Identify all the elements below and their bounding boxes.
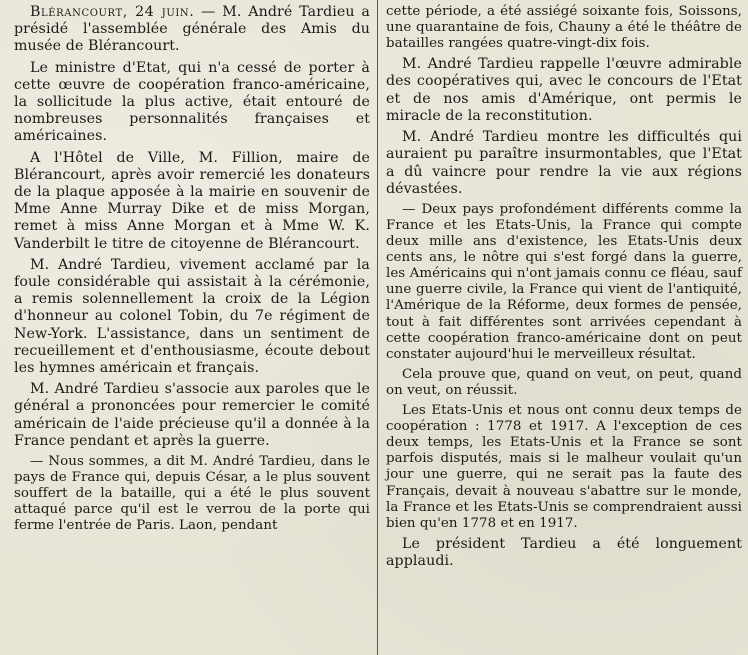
quote-paragraph: Cela prouve que, quand on veut, on peut, quand on veut, on réussit. bbox=[386, 366, 742, 398]
left-column bbox=[14, 4, 370, 539]
column-divider bbox=[377, 0, 378, 655]
paragraph: M. André Tardieu, vivement acclamé par la foule considérable qui assistait à la cérémonie, a remis solennellement la croix de la Légion d'honneur au colonel Tobin, du 7e régiment de New-York. L'assistance, dans un sentiment de recueillement et d'enthousiasme, écoute debout les hymnes américain et français. bbox=[14, 256, 370, 377]
paragraph: Le ministre d'Etat, qui n'a cessé de porter à cette œuvre de coopération franco-américaine, la sollicitude la plus active, était entouré de nombreuses personnalités françaises et américaines. bbox=[14, 59, 370, 145]
closing-paragraph: Le président Tardieu a été longuement applaudi. bbox=[386, 535, 742, 569]
right-column bbox=[386, 4, 742, 574]
paragraph-text: — M. André Tardieu a présidé l'assemblée générale des Amis du musée de Blérancourt. bbox=[14, 4, 370, 55]
paragraph: M. André Tardieu rappelle l'œuvre admirable des coopératives qui, avec le concours de l'Etat et de nos amis d'Amérique, ont permis le miracle de la reconstitution. bbox=[386, 56, 742, 124]
dateline: Blérancourt, 24 juin. bbox=[30, 4, 195, 20]
paragraph: M. André Tardieu montre les difficultés qui auraient pu paraître insurmontables, que l'Etat a dû vaincre pour rendre la vie aux régions dévastées. bbox=[386, 129, 742, 197]
quote-paragraph: — Deux pays profondément différents comme la France et les Etats-Unis, la France qui compte deux mille ans d'existence, les Etats-Unis deux cents ans, le nôtre qui s'est forgé dans la guerre, les Américains qui n'ont jamais connu ce fléau, sauf une guerre civile, la France qui vient de l'antiquité, l'Amérique de la Réforme, deux formes de pensée, tout à fait différentes sont arrivées cependant à cette coopération franco-américaine dont on peut constater aujourd'hui le merveilleux résultat. bbox=[386, 201, 742, 362]
paragraph: M. André Tardieu s'associe aux paroles que le général a prononcées pour remercier le comité américain de l'aide précieuse qu'il a donnée à la France pendant et après la guerre. bbox=[14, 381, 370, 449]
quote-paragraph: — Nous sommes, a dit M. André Tardieu, dans le pays de France qui, depuis César, a le plus souvent souffert de la bataille, qui a été le plus souvent attaqué parce qu'il est le verrou de la porte qui ferme l'entrée de Paris. Laon, pendant bbox=[14, 454, 370, 534]
paragraph-dateline bbox=[14, 4, 370, 56]
paragraph: A l'Hôtel de Ville, M. Fillion, maire de Blérancourt, après avoir remercié les donateurs de la plaque apposée à la mairie en souvenir de Mme Anne Murray Dike et de miss Morgan, remet à miss Anne Morgan et à Mme W. K. Vanderbilt le titre de citoyenne de Blérancourt. bbox=[14, 149, 370, 252]
continuation-paragraph: cette période, a été assiégé soixante fois, Soissons, une quarantaine de fois, Chauny a été le théâtre de batailles rangées quatre-vingt-dix fois. bbox=[386, 4, 742, 52]
quote-paragraph: Les Etats-Unis et nous ont connu deux temps de coopération : 1778 et 1917. A l'exception de ces deux temps, les Etats-Unis et la France se sont parfois disputés, mais si le malheur voulait qu'un jour une guerre, qui ne serait pas la faute des Français, devait à nouveau s'abattre sur le monde, la France et les Etats-Unis se comprendraient aussi bien qu'en 1778 et en 1917. bbox=[386, 403, 742, 531]
